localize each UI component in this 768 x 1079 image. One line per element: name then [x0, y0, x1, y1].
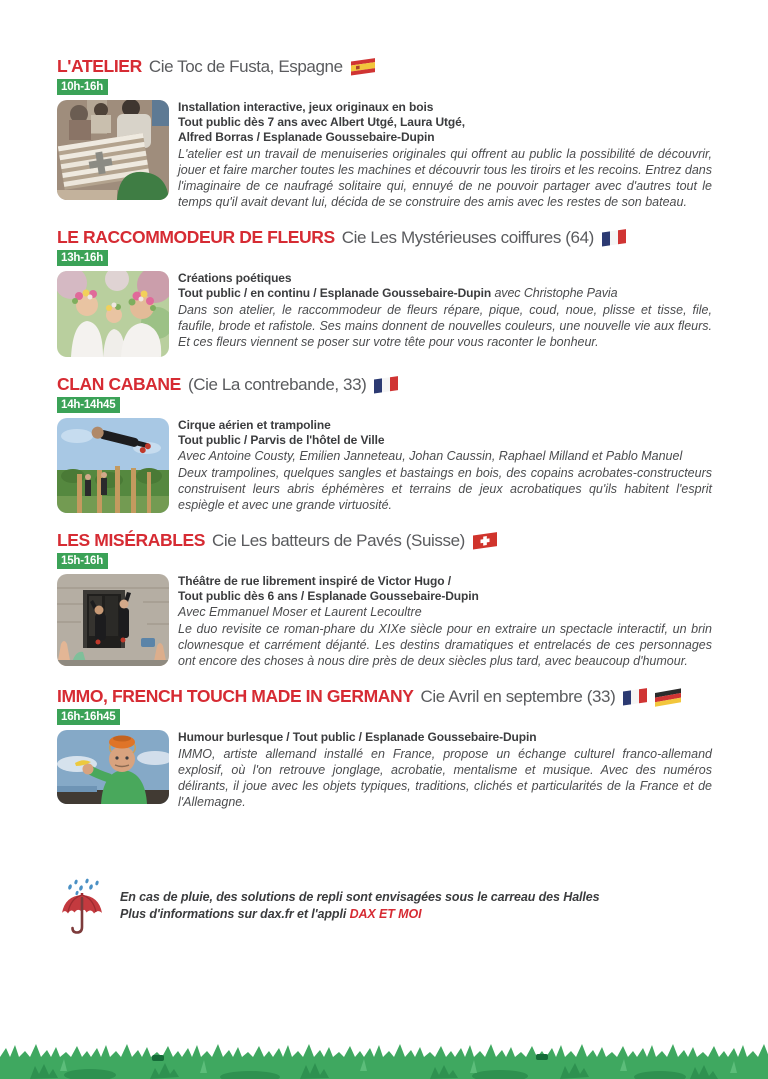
event-card-clan-cabane	[57, 374, 712, 513]
event-body	[57, 100, 712, 210]
event-body	[57, 418, 712, 513]
time-badge: 15h-16h	[57, 553, 108, 569]
event-cast-line: Avec Emmanuel Moser et Laurent Lecoultre	[178, 605, 422, 619]
event-description: Dans son atelier, le raccommodeur de fleurs répare, pique, coud, noue, plisse et tisse, file, faufile, brode et rafistole. Ses mains donnent de nouvelles couleurs, une nouvelle vie aux fleurs. Et ces fleurs viennent se poser sur votre tête pour vous raconter le bonheur.	[178, 303, 712, 349]
event-title-row	[57, 227, 712, 248]
event-title-row	[57, 530, 712, 551]
event-body	[57, 271, 712, 357]
event-title-row	[57, 374, 712, 395]
france-flag-icon	[602, 228, 626, 247]
event-text	[178, 418, 712, 513]
event-text	[178, 271, 712, 357]
event-info-line: Cirque aérien et trampoline	[178, 418, 331, 432]
event-info-line: Théâtre de rue librement inspiré de Victor Hugo /	[178, 574, 451, 588]
event-info-credit: avec Christophe Pavia	[491, 286, 618, 300]
event-info-line: Tout public / en continu / Esplanade Goussebaire-Dupin avec Christophe Pavia	[178, 286, 618, 300]
event-title-row	[57, 686, 712, 707]
event-card-raccommodeur	[57, 227, 712, 357]
time-badge: 10h-16h	[57, 79, 108, 95]
event-info-line: Alfred Borras / Esplanade Goussebaire-Dupin	[178, 130, 435, 144]
event-info-line: Tout public dès 7 ans avec Albert Utgé, Laura Utgé,	[178, 115, 465, 129]
flower-crowns-photo	[57, 271, 169, 357]
event-body	[57, 730, 712, 810]
street-theatre-photo	[57, 574, 169, 666]
event-title: LE RACCOMMODEUR DE FLEURS	[57, 227, 335, 247]
time-badge: 14h-14h45	[57, 397, 120, 413]
event-description: IMMO, artiste allemand installé en France, propose un échange culturel franco-allemand explosif, où l'on retrouve jonglage, acrobatie, mentalisme et musique. Avec des numéros délirants, il joue avec les objets typiques, traditions, clichés et particularités de la France et de l'Allemagne.	[178, 747, 712, 809]
event-info-line: Installation interactive, jeux originaux en bois	[178, 100, 434, 114]
spain-flag-icon	[351, 57, 375, 76]
event-title: LES MISÉRABLES	[57, 530, 206, 550]
immo-performer-photo	[57, 730, 169, 804]
event-description: Deux trampolines, quelques sangles et bastaings en bois, des copains acrobates-constructeurs construisent leurs abris éphémères et terrains de jeux acrobatiques qu'ils habitent l'esprit espiègle et avec une grande virtuosité.	[178, 466, 712, 512]
app-name: DAX ET MOI	[349, 907, 422, 921]
event-body	[57, 574, 712, 669]
switzerland-flag-icon	[473, 531, 497, 550]
time-badge: 16h-16h45	[57, 709, 120, 725]
event-company: Cie Les batteurs de Pavés (Suisse)	[212, 530, 465, 550]
event-title: IMMO, FRENCH TOUCH MADE IN GERMANY	[57, 686, 414, 706]
rain-notice-text	[120, 889, 600, 923]
event-card-miserables	[57, 530, 712, 669]
germany-flag-icon	[655, 687, 681, 707]
wood-workshop-photo	[57, 100, 169, 200]
event-text	[178, 574, 712, 669]
rain-notice	[57, 878, 712, 936]
event-company: Cie Toc de Fusta, Espagne	[148, 56, 343, 76]
rain-line: En cas de pluie, des solutions de repli sont envisagées sous le carreau des Halles	[120, 890, 600, 904]
france-flag-icon	[374, 375, 398, 394]
event-title: CLAN CABANE	[57, 374, 181, 394]
event-company: (Cie La contrebande, 33)	[187, 374, 367, 394]
event-text	[178, 730, 712, 810]
event-card-immo	[57, 686, 712, 810]
event-title: L'ATELIER	[57, 56, 142, 76]
event-company: Cie Avril en septembre (33)	[420, 686, 616, 706]
event-info-line: Humour burlesque / Tout public / Esplanade Goussebaire-Dupin	[178, 730, 537, 744]
trampoline-acrobat-photo	[57, 418, 169, 513]
event-info-line: Tout public dès 6 ans / Esplanade Goussebaire-Dupin	[178, 589, 479, 603]
event-card-atelier	[57, 56, 712, 210]
grass-illustration	[0, 1031, 768, 1079]
france-flag-icon	[623, 687, 647, 706]
event-description: Le duo revisite ce roman-phare du XIXe siècle pour en extraire un spectacle interactif, un brin clownesque et carrément déjanté. Les destins dramatiques et entrelacés de ces personnages ont encore des choses à nous dire près de deux siècles plus tard, avec beaucoup d'humour.	[178, 622, 712, 668]
event-title-row	[57, 56, 712, 77]
event-cast-line: Avec Antoine Cousty, Emilien Janneteau, Johan Caussin, Raphael Milland et Pablo Manuel	[178, 449, 683, 463]
event-info-line: Tout public / Parvis de l'hôtel de Ville	[178, 433, 385, 447]
event-text	[178, 100, 712, 210]
umbrella-rain-icon	[57, 878, 107, 936]
time-badge: 13h-16h	[57, 250, 108, 266]
event-info-line: Créations poétiques	[178, 271, 292, 285]
event-company: Cie Les Mystérieuses coiffures (64)	[341, 227, 594, 247]
info-line: Plus d'informations sur dax.fr et l'appli DAX ET MOI	[120, 907, 422, 921]
event-description: L'atelier est un travail de menuiseries originales qui offrent au public la possibilité de découvrir, jouer et faire marcher toutes les machines et découvrir tous les tiroirs et les recoins. Entrez dans l'imaginaire de ce naufragé solitaire qui, ennuyé de ne pouvoir partager avec d'autres tout le temps qu'il avait devant lui, décida de se construire des amis avec les restes de son bateau.	[178, 147, 712, 209]
